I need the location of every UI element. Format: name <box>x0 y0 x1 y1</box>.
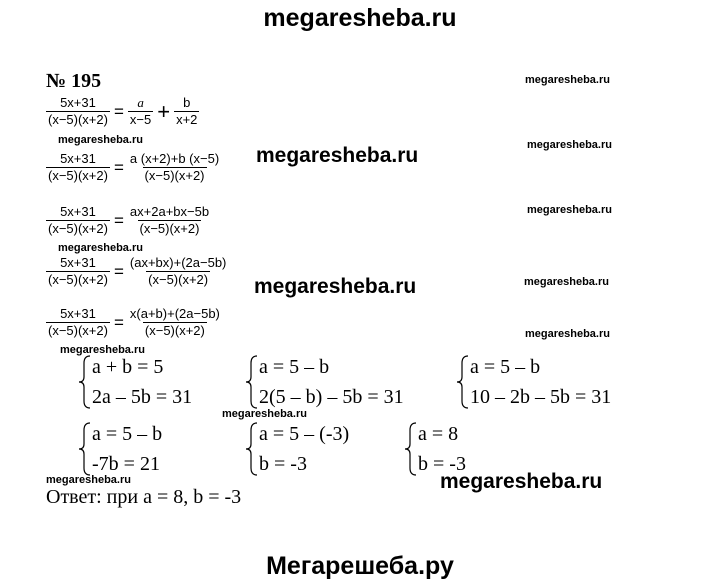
equals-sign: = <box>113 312 124 332</box>
system-line: a = 5 – b <box>470 356 541 378</box>
left-brace-icon <box>245 422 259 476</box>
answer-line: Ответ: при a = 8, b = -3 <box>46 486 242 508</box>
system-6 <box>404 422 466 476</box>
system-line: 2a – 5b = 31 <box>92 386 193 408</box>
system-line: a = 5 – b <box>92 423 163 445</box>
watermark: megaresheba.ru <box>527 139 612 151</box>
watermark: megaresheba.ru <box>58 242 143 254</box>
system-2 <box>245 355 404 409</box>
fraction-a: $\frac{a}{x-5}$ <box>129 95 152 127</box>
watermark: megaresheba.ru <box>440 470 603 493</box>
equation-3 <box>46 204 211 237</box>
equation-2 <box>46 151 221 184</box>
watermark: megaresheba.ru <box>58 134 143 146</box>
system-3 <box>456 355 611 409</box>
site-footer-title: Мегарешеба.ру <box>266 552 454 580</box>
rhs-fraction: $\frac{x(a+b)+(2a-5b)}{(x-5)(x+2)}$ <box>129 306 220 338</box>
system-line: 2(5 – b) – 5b = 31 <box>259 386 404 408</box>
left-brace-icon <box>404 422 418 476</box>
equation-1 <box>46 95 199 128</box>
system-line: -7b = 21 <box>92 453 160 475</box>
equals-sign: = <box>113 101 124 121</box>
equals-sign: = <box>113 261 124 281</box>
lhs-fraction: $\frac{5x+31}{(x-5)(x+2)}$ <box>48 95 108 127</box>
watermark: megaresheba.ru <box>525 328 610 340</box>
left-brace-icon <box>456 355 470 409</box>
watermark: megaresheba.ru <box>527 204 612 216</box>
rhs-fraction: $\frac{a (x+2)+b (x-5)}{(x-5)(x+2)}$ <box>129 151 220 183</box>
system-line: a = 5 – b <box>259 356 330 378</box>
lhs-fraction: $\frac{5x+31}{(x-5)(x+2)}$ <box>48 306 108 338</box>
equation-4 <box>46 255 228 288</box>
watermark: megaresheba.ru <box>254 275 417 298</box>
watermark: megaresheba.ru <box>46 474 131 486</box>
equals-sign: = <box>113 210 124 230</box>
watermark: megaresheba.ru <box>222 408 307 420</box>
lhs-fraction: $\frac{5x+31}{(x-5)(x+2)}$ <box>48 204 108 236</box>
watermark: megaresheba.ru <box>524 276 609 288</box>
left-brace-icon <box>78 422 92 476</box>
system-line: b = -3 <box>259 453 307 475</box>
system-line: 10 – 2b – 5b = 31 <box>470 386 612 408</box>
system-line: a + b = 5 <box>92 356 164 378</box>
watermark: megaresheba.ru <box>525 74 610 86</box>
left-brace-icon <box>245 355 259 409</box>
equation-5 <box>46 306 222 339</box>
rhs-fraction: $\frac{(ax+bx)+(2a-5b)}{(x-5)(x+2)}$ <box>129 255 227 287</box>
lhs-fraction: $\frac{5x+31}{(x-5)(x+2)}$ <box>48 151 108 183</box>
system-5 <box>245 422 349 476</box>
system-line: a = 8 <box>418 423 459 445</box>
watermark: megaresheba.ru <box>60 344 145 356</box>
left-brace-icon <box>78 355 92 409</box>
rhs-fraction: $\frac{ax+2a+bx-5b}{(x-5)(x+2)}$ <box>129 204 210 236</box>
equals-sign: = <box>113 157 124 177</box>
problem-number: № 195 <box>46 70 102 92</box>
system-4 <box>78 422 162 476</box>
system-line: b = -3 <box>418 453 466 475</box>
system-1 <box>78 355 192 409</box>
watermark: megaresheba.ru <box>256 144 419 167</box>
site-header-title: megaresheba.ru <box>263 4 457 32</box>
fraction-b: $\frac{b}{x+2}$ <box>176 95 198 127</box>
plus-sign: + <box>157 98 171 124</box>
system-line: a = 5 – (-3) <box>259 423 350 445</box>
lhs-fraction: $\frac{5x+31}{(x-5)(x+2)}$ <box>48 255 108 287</box>
